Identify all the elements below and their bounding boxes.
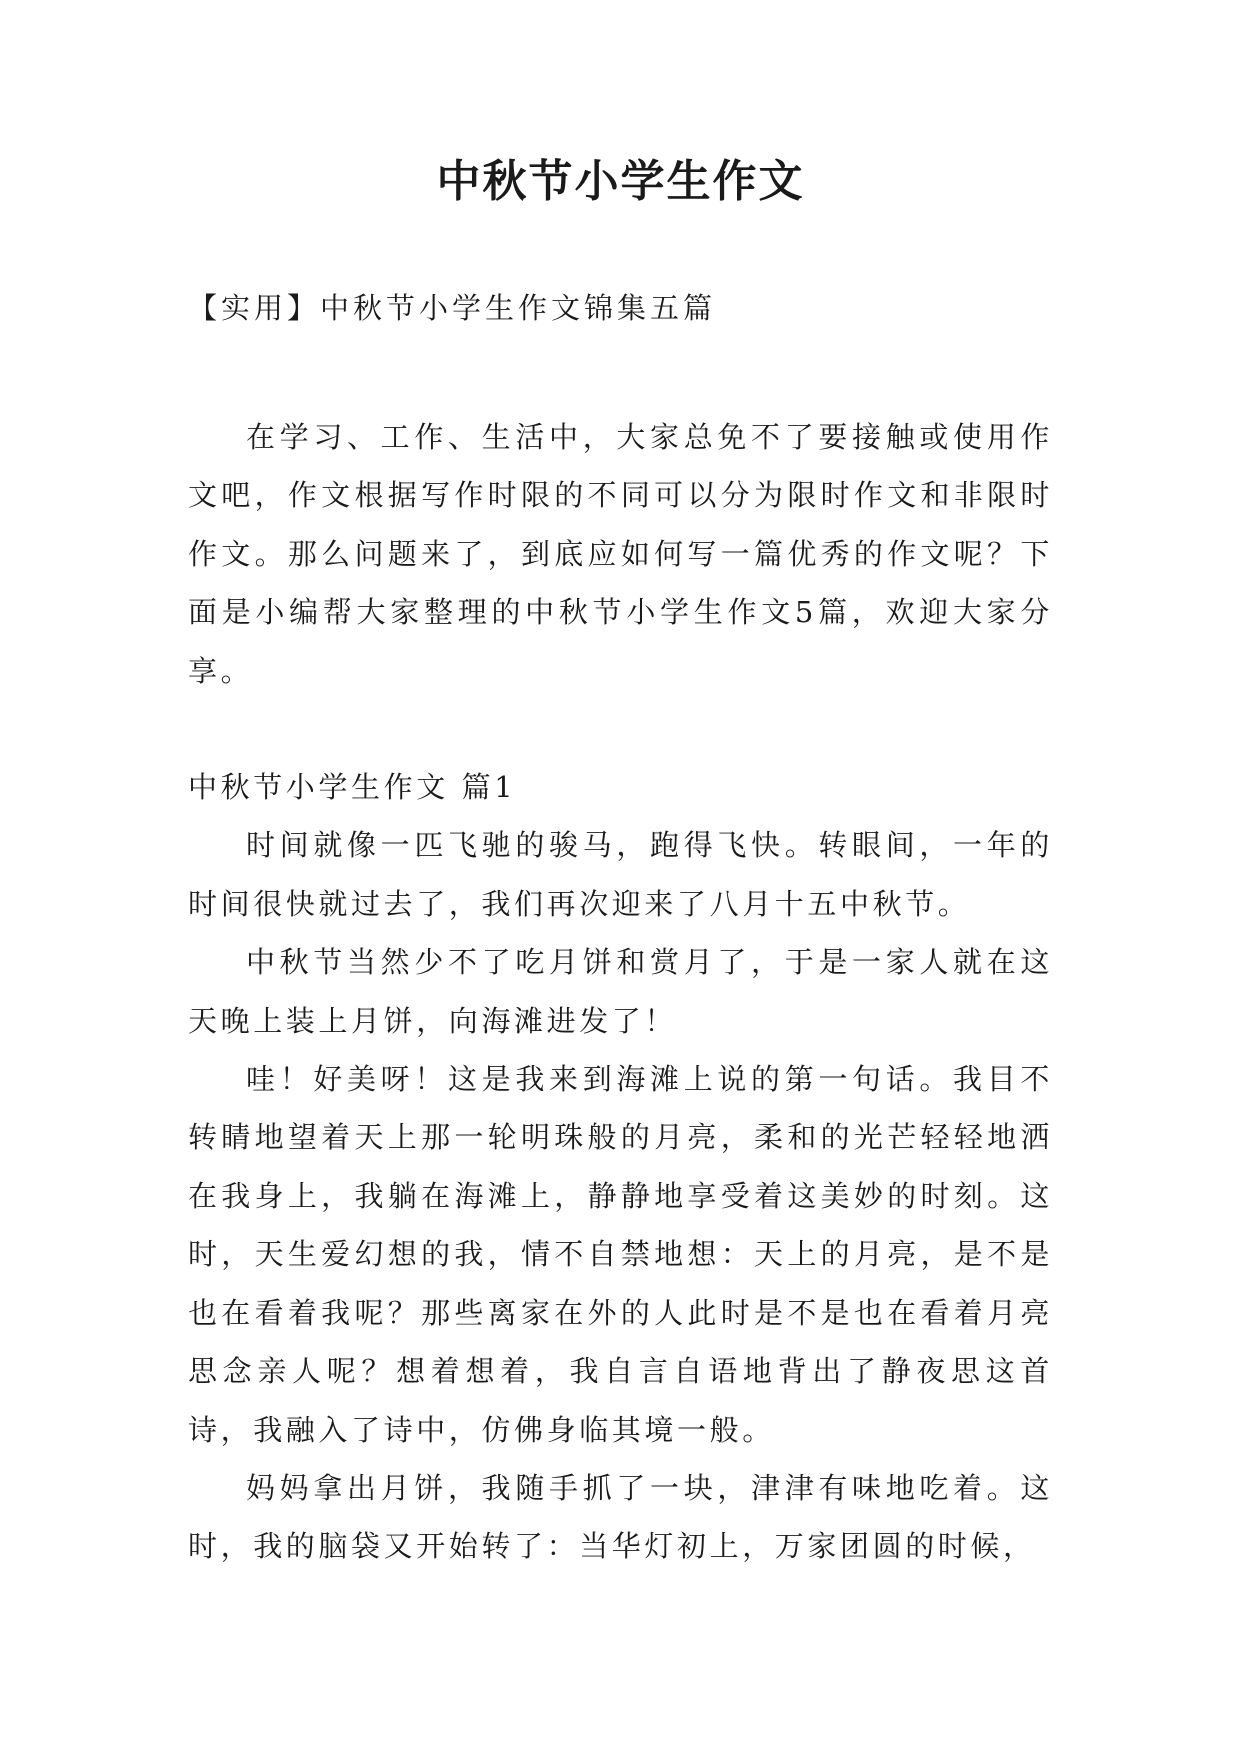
document-subtitle: 【实用】中秋节小学生作文锦集五篇 [188,291,717,325]
body-paragraph-3: 哇！好美呀！这是我来到海滩上说的第一句话。我目不转睛地望着天上那一轮明珠般的月亮，柔和的光芒轻轻地洒在我身上，我躺在海滩上，静静地享受着这美妙的时刻。这时，天生爱幻想的我，情不自禁地想：天上的月亮，是不是也在看着我呢？那些离家在外的人此时是不是也在看着月亮思念亲人呢？想着想着，我自言自语地背出了静夜思这首诗，我融入了诗中，仿佛身临其境一般。 [188,1062,1053,1447]
body-paragraph-2: 中秋节当然少不了吃月饼和赏月了，于是一家人就在这天晚上装上月饼，向海滩进发了！ [188,945,1053,1038]
document-title: 中秋节小学生作文 [436,156,805,207]
section-heading: 中秋节小学生作文 篇1 [188,770,517,805]
body-paragraph-4: 妈妈拿出月饼，我随手抓了一块，津津有味地吃着。这时，我的脑袋又开始转了：当华灯初上，万家团圆的时候， [188,1470,1053,1564]
intro-paragraph: 在学习、工作、生活中，大家总免不了要接触或使用作文吧，作文根据写作时限的不同可以分为限时作文和非限时作文。那么问题来了，到底应如何写一篇优秀的作文呢？下面是小编帮大家整理的中秋节小学生作文5篇，欢迎大家分享。 [188,420,1053,688]
body-paragraph-1: 时间就像一匹飞驰的骏马，跑得飞快。转眼间，一年的时间很快就过去了，我们再次迎来了八月十五中秋节。 [188,828,1053,921]
document-body [188,408,1053,1576]
